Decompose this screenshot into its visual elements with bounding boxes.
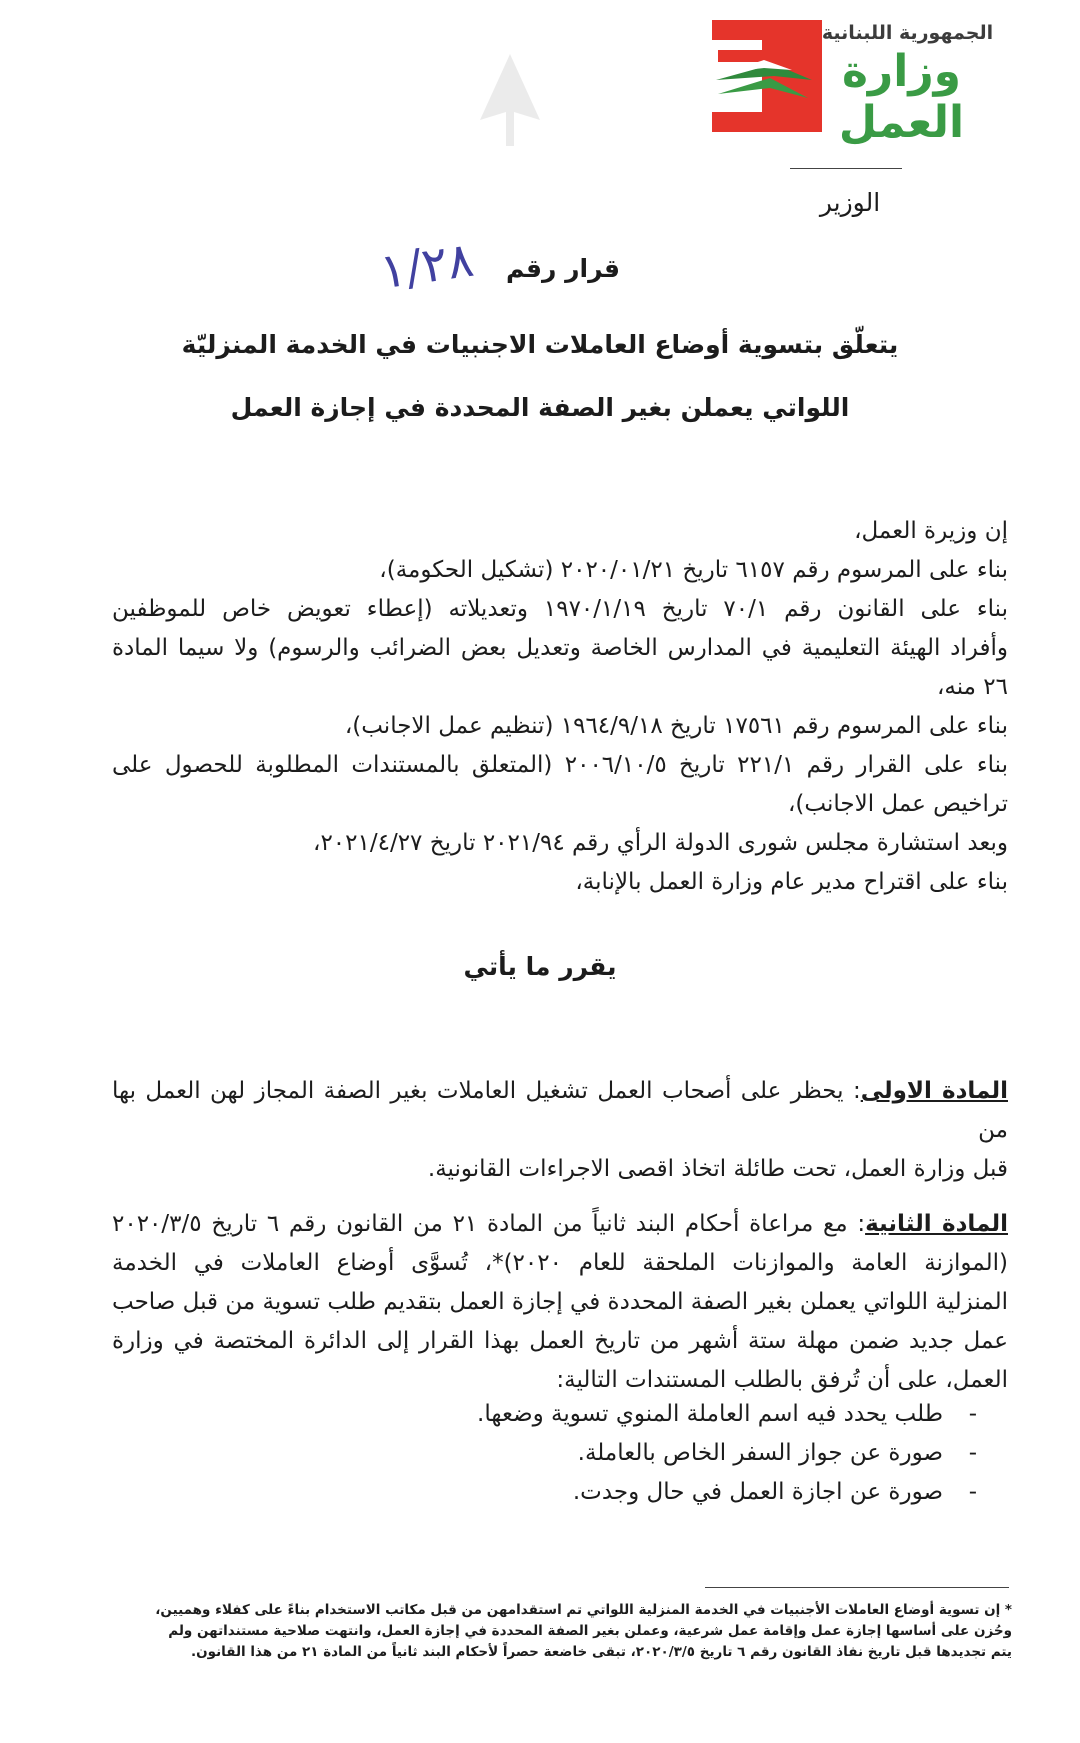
preamble-line: بناء على المرسوم رقم ٦١٥٧ تاريخ ٢٠٢٠/٠١/٢١ (تشكيل الحكومة)، — [379, 557, 1008, 583]
preamble — [112, 512, 1008, 902]
decision-number-row — [376, 231, 620, 308]
preamble-line: إن وزيرة العمل، — [854, 518, 1008, 544]
decision-label: قرار رقم — [506, 254, 620, 283]
preamble-line: بناء على القانون رقم ٧٠/١ تاريخ ١٩٧٠/١/١٩ وتعديلاته (إعطاء تعويض خاص للموظفين — [112, 596, 1009, 622]
country-name: الجمهورية اللبنانية — [821, 22, 994, 44]
footnote-line: * إن تسوية أوضاع العاملات الأجنبيات في الخدمة المنزلية اللواتي تم استقدامهن من قبل مكاتب الاستخدام بناءً على كفلاء وهميين، — [155, 1602, 1012, 1618]
list-item — [112, 1434, 977, 1473]
article-2-label: المادة الثانية — [865, 1211, 1008, 1237]
list-dash: - — [968, 1440, 977, 1466]
decision-number: ١/٢٨ — [376, 231, 477, 301]
preamble-line: ٢٦ منه، — [936, 674, 1008, 700]
list-dash: - — [968, 1479, 977, 1505]
list-item — [112, 1395, 977, 1434]
preamble-line: بناء على المرسوم رقم ١٧٥٦١ تاريخ ١٩٦٤/٩/١٨ (تنظيم عمل الاجانب)، — [344, 713, 1008, 739]
preamble-line: بناء على اقتراح مدير عام وزارة العمل بالإنابة، — [575, 869, 1008, 895]
article-2-text: : مع مراعاة أحكام البند ثانياً من المادة ٢١ من القانون رقم ٦ تاريخ ٢٠٢٠/٣/٥ — [112, 1211, 866, 1237]
cedar-watermark-icon — [470, 50, 550, 150]
list-item — [112, 1473, 977, 1512]
list-item-text: طلب يحدد فيه اسم العاملة المنوي تسوية وضعها. — [477, 1401, 943, 1427]
article-1-label: المادة الاولى — [860, 1078, 1008, 1104]
signature-rule — [790, 168, 902, 169]
decision-title-line-2: اللواتي يعملن بغير الصفة المحددة في إجازة العمل — [230, 393, 850, 422]
article-line: قبل وزارة العمل، تحت طائلة اتخاذ اقصى الاجراءات القانونية. — [427, 1156, 1008, 1182]
ministry-logo — [712, 20, 997, 148]
article-line: المنزلية اللواتي يعملن بغير الصفة المحددة في إجازة العمل بتقديم طلب تسوية من قبل صاحب — [112, 1289, 1008, 1315]
preamble-line: تراخيص عمل الاجانب)، — [788, 791, 1008, 817]
preamble-line: وأفراد الهيئة التعليمية في المدارس الخاصة وتعديل بعض الضرائب والرسوم) ولا سيما المادة — [112, 635, 1008, 661]
list-item-text: صورة عن جواز السفر الخاص بالعاملة. — [577, 1440, 943, 1466]
footnote — [112, 1600, 1012, 1663]
decision-title-line-1: يتعلّق بتسوية أوضاع العاملات الاجنبيات في الخدمة المنزليّة — [181, 330, 899, 359]
footnote-line: يتم تجديدها قبل تاريخ نفاذ القانون رقم ٦ تاريخ ٢٠٢٠/٣/٥، تبقى خاضعة حصراً لأحكام البند ثانياً من المادة ٢١ من هذا القانون. — [190, 1644, 1012, 1660]
preamble-line: وبعد استشارة مجلس شورى الدولة الرأي رقم ٢٠٢١/٩٤ تاريخ ٢٠٢١/٤/٢٧، — [313, 830, 1008, 856]
article-line: عمل جديد ضمن مهلة ستة أشهر من تاريخ العمل بهذا القرار إلى الدائرة المختصة في وزارة — [112, 1328, 1008, 1354]
article-line — [112, 1205, 1008, 1244]
emblem-red-stripe — [718, 50, 766, 62]
article-2 — [112, 1205, 1008, 1400]
article-line: (الموازنة العامة والموازنات الملحقة للعام ٢٠٢٠)*، تُسوَّى أوضاع العاملات في الخدمة — [112, 1250, 1008, 1276]
list-dash: - — [968, 1401, 977, 1427]
list-item-text: صورة عن اجازة العمل في حال وجدت. — [572, 1479, 943, 1505]
office-title: الوزير — [819, 188, 881, 217]
article-1 — [112, 1072, 1008, 1189]
resolves-heading: يقرر ما يأتي — [463, 952, 617, 981]
required-documents-list — [112, 1395, 977, 1512]
footnote-line: وحُزن على أساسها إجازة عمل وإقامة عمل شرعية، وعملن بغير الصفة المحددة في إجازة العمل، وانتهت صلاحية مستنداتهن ولم — [168, 1623, 1012, 1639]
article-line — [112, 1072, 1008, 1150]
ministry-name: وزارة العمل — [838, 46, 965, 148]
article-1-text: : يحظر على أصحاب العمل تشغيل العاملات بغير الصفة المجاز لهن العمل بها من — [112, 1078, 1008, 1143]
preamble-line: بناء على القرار رقم ٢٢١/١ تاريخ ٢٠٠٦/١٠/٥ (المتعلق بالمستندات المطلوبة للحصول على — [112, 752, 1009, 778]
emblem-red-bar-bottom — [712, 112, 772, 132]
article-line: العمل، على أن تُرفق بالطلب المستندات التالية: — [556, 1367, 1008, 1393]
articles — [112, 1072, 1008, 1400]
footnote-rule — [705, 1587, 1009, 1588]
